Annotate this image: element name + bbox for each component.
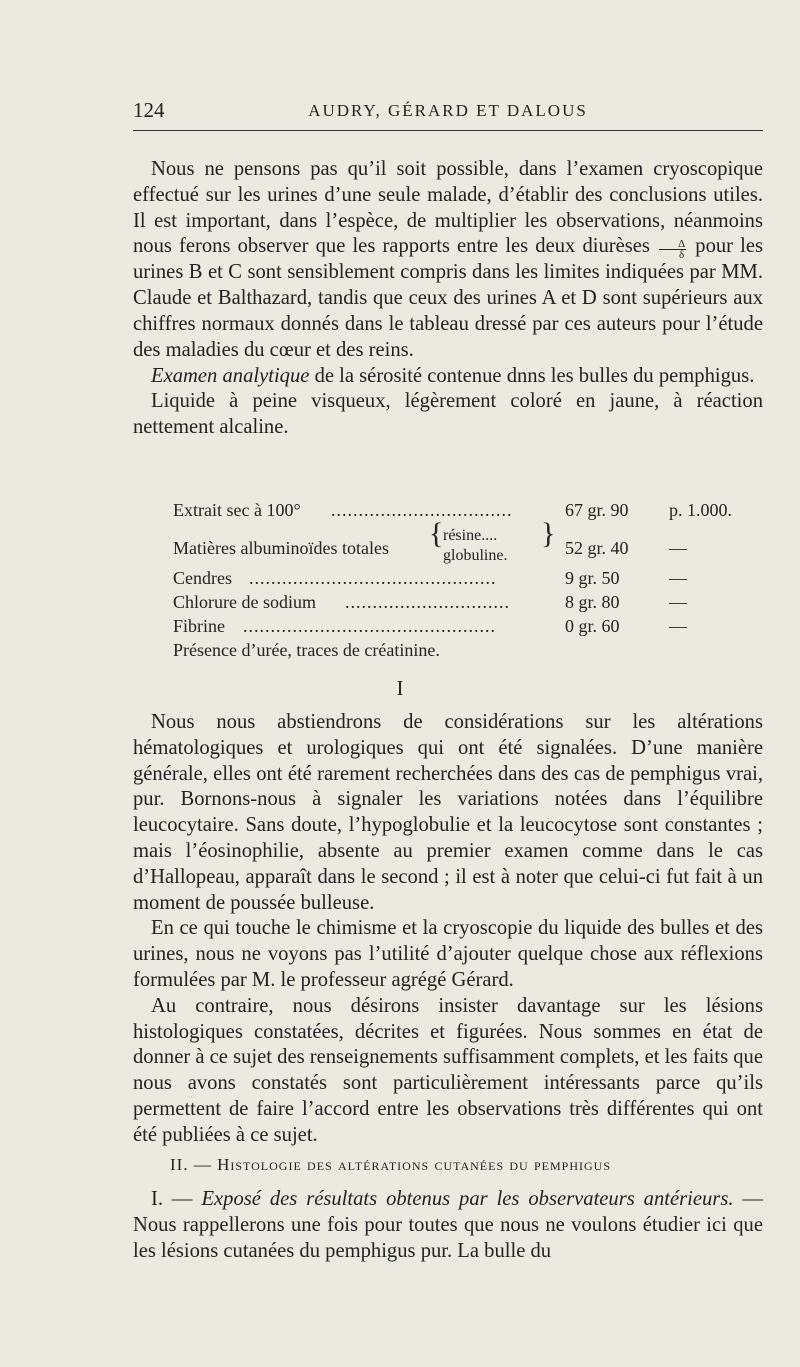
row-unit: p. 1.000. xyxy=(669,500,732,520)
section-heading xyxy=(170,1155,611,1175)
row-label: Extrait sec à 100° xyxy=(173,500,301,520)
paragraph-cryoscopy xyxy=(133,157,763,364)
analysis-italic-title: Examen analytique xyxy=(151,364,310,387)
ratio-denominator: δ xyxy=(679,249,685,262)
header-rule xyxy=(133,130,763,131)
brace-item-resine: résine.... xyxy=(443,527,498,544)
section-numeral: I xyxy=(396,676,404,700)
table-row xyxy=(173,517,743,564)
section-two-text xyxy=(133,1187,763,1264)
ratio-numerator: Δ xyxy=(659,239,686,250)
table-row xyxy=(173,568,743,592)
paragraph-analysis-intro xyxy=(133,364,763,390)
row-value: 52 gr. 40 xyxy=(565,538,629,558)
row-label: Chlorure de sodium xyxy=(173,592,316,612)
brace-close: } xyxy=(541,517,556,550)
dot-leader: ............................................. xyxy=(249,568,497,588)
row-label: Cendres xyxy=(173,568,232,588)
analysis-intro-text: de la sérosité contenue dnns les bulles du pemphigus. xyxy=(314,364,755,387)
subsection-italic-title: Exposé des résultats obtenus par les observateurs antérieurs. xyxy=(201,1188,734,1210)
table-note-text: Présence d’urée, traces de créatinine. xyxy=(173,640,440,660)
row-value: 0 gr. 60 xyxy=(565,616,620,636)
row-label: Matières albuminoïdes totales xyxy=(173,538,389,558)
page-header xyxy=(133,98,763,128)
paragraph-liquid: Liquide à peine visqueux, légèrement coloré en jaune, à réaction nettement alcaline. xyxy=(133,390,763,439)
paragraph-hematology: Nous nous abstiendrons de considérations sur les altérations hématologiques et urologiques qui ont été signalées. D’une manière générale, elles ont été rarement recherchées dans des cas de pemphigus vrai, pur. Bornons-nous à signaler les variations notées dans l’équilibre leucocytaire. Sans doute, l’hypoglobulie et la leucocytose sont constantes ; mais l’éosinophilie, absente au premier examen comme dans le cas d’Hallopeau, apparaît dans le second ; il est à noter que celui-ci fut fait à un moment de poussée bulleuse. xyxy=(133,711,763,914)
section-heading-number: II. — xyxy=(170,1155,212,1174)
subsection-text: — Nous rappellerons une fois pour toutes que nous ne voulons étudier ici que les lésions cutanées du pemphigus pur. La bulle du xyxy=(133,1188,763,1262)
brace-open: { xyxy=(429,517,444,550)
row-label: Fibrine xyxy=(173,616,225,636)
row-value: 9 gr. 50 xyxy=(565,568,620,588)
delta-ratio xyxy=(659,239,686,260)
row-unit: — xyxy=(669,592,687,612)
row-unit: — xyxy=(669,616,687,636)
dot-leader: ................................. xyxy=(331,500,513,520)
table-note xyxy=(173,640,743,664)
section-one-text xyxy=(133,710,763,1149)
paragraph-expose xyxy=(133,1187,763,1264)
dot-leader: .............................................. xyxy=(243,616,496,636)
table-row xyxy=(173,592,743,616)
subsection-number: I. — xyxy=(151,1188,193,1210)
table-row xyxy=(173,500,743,524)
paragraph-histology: Au contraire, nous désirons insister davantage sur les lésions histologiques constatées, décrites et figurées. Nous sommes en état de donner à ce sujet des renseignements suffisamment complets, et les faits que nous avons constatés sont particulièrement intéressants parce qu’ils permettent de faire l’accord entre les observations très différentes qui ont été publiées à ce sujet. xyxy=(133,994,763,1146)
brace-item-globuline: globuline. xyxy=(443,547,508,564)
row-value: 67 gr. 90 xyxy=(565,500,629,520)
row-unit: — xyxy=(669,568,687,588)
running-title: AUDRY, GÉRARD ET DALOUS xyxy=(308,101,588,120)
dot-leader: .............................. xyxy=(345,592,510,612)
section-heading-title: Histologie des altérations cutanées du pemphigus xyxy=(217,1155,611,1174)
paragraph-chimisme: En ce qui touche le chimisme et la cryoscopie du liquide des bulles et des urines, nous ne voyons pas l’utilité d’ajouter quelque chose aux réflexions formulées par M. le professeur agrégé Gérard. xyxy=(133,917,763,991)
intro-text xyxy=(133,157,763,441)
table-row xyxy=(173,616,743,640)
row-value: 8 gr. 80 xyxy=(565,592,620,612)
paragraph-cryoscopy-part1: Nous ne pensons pas qu’il soit possible, dans l’examen cryoscopique effectué sur les urines d’une seule malade, d’établir des conclusions utiles. Il est important, dans l’espèce, de multiplier les observations, néanmoins nous ferons observer que les rapports entre les deux diurèses xyxy=(133,158,763,258)
paragraph-cryoscopy-part2: pour les urines B et C sont sensiblement compris dans les limites indiquées par MM. Claude et Balthazard, tandis que ceux des urines A et D sont supérieurs aux chiffres normaux donnés dans le tableau dressé par ces auteurs pour l’étude des maladies du cœur et des reins. xyxy=(133,235,764,361)
row-unit: — xyxy=(669,538,687,558)
page-number: 124 xyxy=(133,98,165,122)
